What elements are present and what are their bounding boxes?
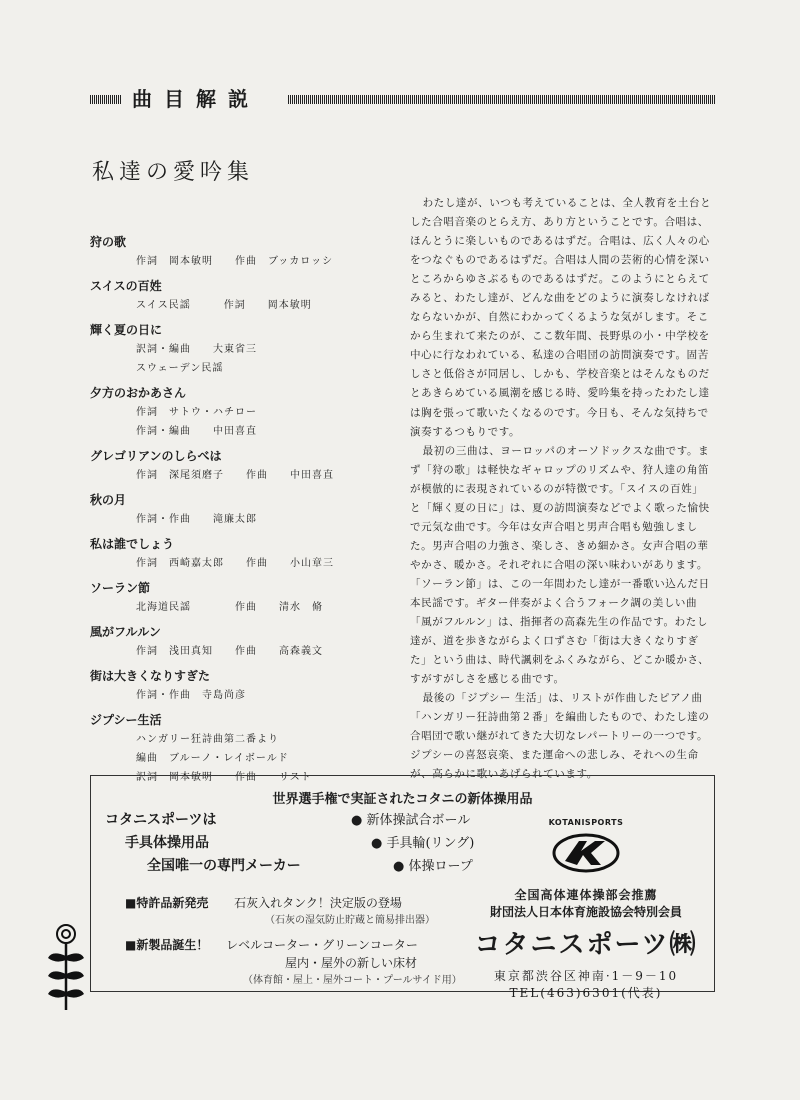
program-item bbox=[90, 446, 390, 485]
song-credit: ハンガリー狂詩曲第二番より bbox=[136, 734, 279, 745]
essay-paragraph: 最初の三曲は、ヨーロッパのオーソドックスな曲です。まず「狩の歌」は軽快なギャロップのリズムや、狩人達の角笛が模倣的に表現されているのが特徴です。「スイスの百姓」と「輝く夏の日に」は、夏の訪問演奏などでよく歌った愉快で元気な曲です。今年は女声合唱と男声合唱も勉強しました。男声合唱の力強さ、楽しさ、きめ細かさ。女声合唱の華やかさ、暖かさ。それぞれに合唱の深い味わいがあります。「ソーラン節」は、この一年間わたし達が一番歌い込んだ日本民謡です。ギター伴奏がよく合うフォーク調の美しい曲「風がフルルン」は、指揮者の高森先生の作品です。わたし達が、道を歩きながらよく口ずさむ「街は大きくなりすぎた」という曲は、時代諷刺をふくみながら、どこか暖かさ、すがすがしさを感じる曲です。 bbox=[410, 444, 710, 686]
ad-product-item: ● 新体操試合ボール bbox=[351, 813, 471, 828]
program-list bbox=[90, 232, 390, 792]
song-credit: 作詞・作曲 寺島尚彦 bbox=[136, 690, 246, 701]
song-title: 夕方のおかあさん bbox=[90, 386, 187, 400]
logo-emblem-icon bbox=[551, 827, 621, 877]
song-credit: 北海道民謡 作曲 清水 脩 bbox=[136, 602, 323, 613]
ad-headline: 世界選手権で実証されたコタニの新体操用品 bbox=[272, 792, 533, 807]
program-subtitle: 私達の愛吟集 bbox=[92, 160, 255, 185]
song-credit: 作詞 深尾須磨子 作曲 中田喜直 bbox=[136, 470, 334, 481]
program-item bbox=[90, 320, 390, 378]
feature-label: ■特許品新発売 bbox=[125, 896, 209, 910]
program-item bbox=[90, 534, 390, 573]
song-credit: 作詞 サトウ・ハチロー bbox=[136, 407, 257, 418]
program-item bbox=[90, 578, 390, 617]
ad-tagline-line: 手具体操用品 bbox=[125, 835, 209, 851]
ad-feature-patent bbox=[125, 894, 435, 930]
ad-tagline-line: コタニスポーツは bbox=[105, 812, 217, 828]
company-address: 東京都渋谷区神南·1－9－10 bbox=[493, 969, 679, 983]
song-title: スイスの百姓 bbox=[90, 279, 162, 293]
song-credit: 作詞・作曲 滝廉太郎 bbox=[136, 514, 257, 525]
essay-paragraph: 最後の「ジプシー 生活」は、リストが作曲したピアノ曲「ハンガリー狂詩曲第２番」を編曲したもので、わたし達の合唱団で歌い継がれてきた大切なレパートリーの一つです。ジプシーの喜怒哀楽、また運命への悲しみ、それへの生命が、高らかに歌いあげられています。 bbox=[410, 692, 710, 781]
company-phone: TEL(463)6301(代表) bbox=[509, 986, 663, 1000]
program-item bbox=[90, 490, 390, 529]
flower-ornament-icon bbox=[44, 922, 88, 1012]
song-title: 秋の月 bbox=[90, 493, 127, 507]
song-title: グレゴリアンのしらべは bbox=[90, 449, 222, 463]
endorsement-2: 財団法人日本体育施設協会特別会員 bbox=[489, 905, 682, 919]
song-credit: 訳詞・編曲 大東省三 bbox=[136, 344, 257, 355]
feature-note: （石灰の湿気防止貯蔵と簡易排出器） bbox=[265, 915, 435, 926]
header-rule-left bbox=[90, 95, 122, 104]
ad-tagline-line: 全国唯一の専門メーカー bbox=[147, 858, 301, 874]
program-item bbox=[90, 232, 390, 271]
advertisement-box bbox=[90, 775, 715, 1000]
song-title: 風がフルルン bbox=[90, 625, 161, 639]
essay-text bbox=[410, 194, 712, 784]
essay-paragraph: わたし達が、いつも考えていることは、全人教育を土台とした合唱音楽のとらえ方、あり方ということです。合唱は、ほんとうに楽しいものであるはずだ。合唱は、広く人々の心をつなぐものであるはずだ。合唱は人間の芸術的心情を深いところからゆさぶるものであるはずだ。このようにとらえてみると、わたし達が、どんな曲をどのように演奏しなければならないかが、自然にわかってくるような気がします。そこから生まれて来たのが、ここ数年間、長野県の小・中学校を中心に行なわれている、私達の合唱団の訪問演奏です。固苦しさと低俗さが同居し、しかも、学校音楽とはそんなものだとあきらめている風潮を感じる時、愛吟集を持ったわたし達は胸を張って歌いたくなるのです。今日も、そんな気持ちで演奏するつもりです。 bbox=[410, 197, 712, 438]
song-credit: 作詞・編曲 中田喜直 bbox=[136, 426, 257, 437]
feature-label: ■新製品誕生！ bbox=[125, 938, 209, 952]
section-header bbox=[90, 86, 715, 112]
program-item bbox=[90, 383, 390, 441]
endorsement-1: 全国高体連体操部会推薦 bbox=[514, 888, 658, 902]
song-title: 街は大きくなりすぎた bbox=[90, 669, 211, 683]
ad-tagline bbox=[105, 809, 301, 878]
song-title: ジプシー生活 bbox=[90, 713, 162, 727]
song-title: 私は誰でしょう bbox=[90, 537, 175, 551]
feature-text: レベルコーター・グリーンコーター bbox=[226, 938, 418, 952]
program-item bbox=[90, 276, 390, 315]
song-credit: 訳詞 岡本敏明 作曲 リスト bbox=[136, 772, 312, 783]
feature-text: 石灰入れタンク！決定版の登場 bbox=[234, 896, 402, 910]
company-name: コタニスポーツ㈱ bbox=[474, 930, 698, 960]
ad-product-item: ● 体操ロープ bbox=[393, 859, 473, 874]
logo-wordmark: KOTANISPORTS bbox=[548, 818, 624, 827]
song-title: 輝く夏の日に bbox=[90, 323, 163, 337]
song-credit: 作詞 西崎嘉太郎 作曲 小山章三 bbox=[136, 558, 334, 569]
song-credit: 編曲 ブルーノ・レイボールド bbox=[136, 753, 289, 764]
ad-feature-new bbox=[125, 936, 462, 990]
song-credit: スイス民謡 作詞 岡本敏明 bbox=[136, 300, 312, 311]
song-title: 狩の歌 bbox=[90, 235, 127, 249]
song-credit: スウェーデン民謡 bbox=[136, 363, 224, 374]
program-item bbox=[90, 666, 390, 705]
header-rule-right bbox=[288, 95, 715, 104]
ad-product-list bbox=[351, 809, 474, 878]
company-block bbox=[466, 886, 706, 1001]
song-title: ソーラン節 bbox=[90, 581, 151, 595]
program-item bbox=[90, 622, 390, 661]
ad-product-item: ● 手具輪(リング) bbox=[371, 836, 475, 851]
song-credit: 作詞 岡本敏明 作曲 ブッカロッシ bbox=[136, 256, 334, 267]
kotani-logo bbox=[546, 818, 626, 881]
feature-note: （体育館・屋上・屋外コート・プールサイド用） bbox=[243, 975, 462, 986]
section-title: 曲目解説 bbox=[132, 87, 260, 111]
song-credit: 作詞 浅田真知 作曲 高森義文 bbox=[136, 646, 323, 657]
feature-text-2: 屋内・屋外の新しい床材 bbox=[285, 956, 418, 970]
